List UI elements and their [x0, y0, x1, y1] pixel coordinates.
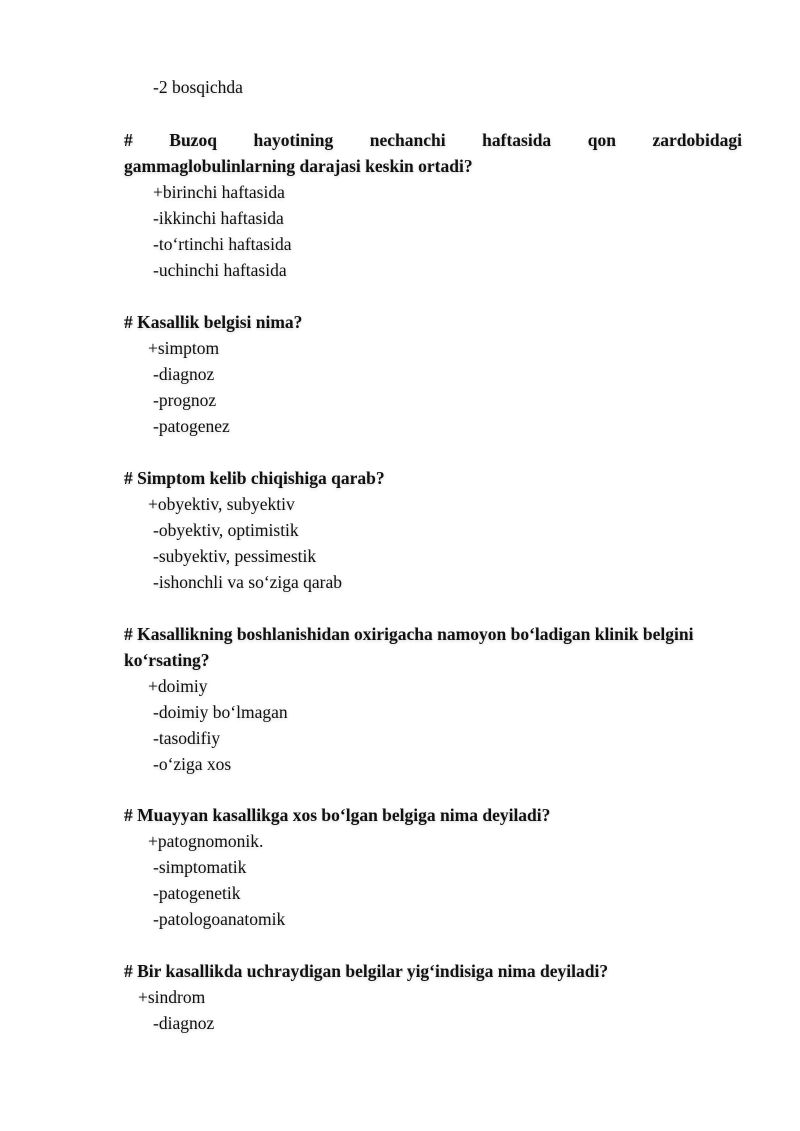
answer-correct: +doimiy — [148, 676, 208, 696]
answer-correct: +sindrom — [138, 987, 206, 1007]
question-2: # Kasallik belgisi nima? — [124, 312, 303, 332]
answer-correct: +simptom — [148, 338, 220, 358]
answer-option: -obyektiv, optimistik — [153, 520, 299, 540]
answer-option: -2 bosqichda — [153, 77, 243, 97]
answer-option: -simptomatik — [153, 857, 247, 877]
answer-option: -diagnoz — [153, 1013, 215, 1033]
question-word: qon — [587, 130, 616, 150]
answer-option: -to‘rtinchi haftasida — [153, 234, 292, 254]
answer-option: -patologoanatomik — [153, 909, 286, 929]
question-word: # — [124, 130, 133, 150]
question-1-line-2: gammaglobulinlarning darajasi keskin ortadi? — [124, 156, 473, 176]
question-4-line-1: # Kasallikning boshlanishidan oxirigacha namoyon bo‘ladigan klinik belgini — [124, 624, 694, 644]
question-1-line-1 — [124, 129, 742, 151]
answer-option: -prognoz — [153, 390, 217, 410]
answer-option: -tasodifiy — [153, 728, 221, 748]
question-3: # Simptom kelib chiqishiga qarab? — [124, 468, 385, 488]
question-4-line-2: ko‘rsating? — [124, 650, 210, 670]
answer-option: -ishonchli va so‘ziga qarab — [153, 572, 343, 592]
answer-option: -uchinchi haftasida — [153, 260, 287, 280]
question-word: Buzoq — [169, 130, 217, 150]
answer-option: -patogenetik — [153, 883, 241, 903]
answer-option: -doimiy bo‘lmagan — [153, 702, 288, 722]
answer-option: -patogenez — [153, 416, 230, 436]
answer-correct: +obyektiv, subyektiv — [148, 494, 295, 514]
answer-correct: +patognomonik. — [148, 831, 264, 851]
answer-correct: +birinchi haftasida — [153, 182, 285, 202]
answer-option: -subyektiv, pessimestik — [153, 546, 317, 566]
answer-option: -diagnoz — [153, 364, 215, 384]
question-5: # Muayyan kasallikga xos bo‘lgan belgiga nima deyiladi? — [124, 805, 551, 825]
question-word: haftasida — [482, 130, 552, 150]
question-word: nechanchi — [369, 130, 446, 150]
answer-option: -o‘ziga xos — [153, 754, 232, 774]
answer-option: -ikkinchi haftasida — [153, 208, 284, 228]
question-6: # Bir kasallikda uchraydigan belgilar yig‘indisiga nima deyiladi? — [124, 961, 609, 981]
question-word: zardobidagi — [652, 130, 742, 150]
question-word: hayotining — [253, 130, 334, 150]
